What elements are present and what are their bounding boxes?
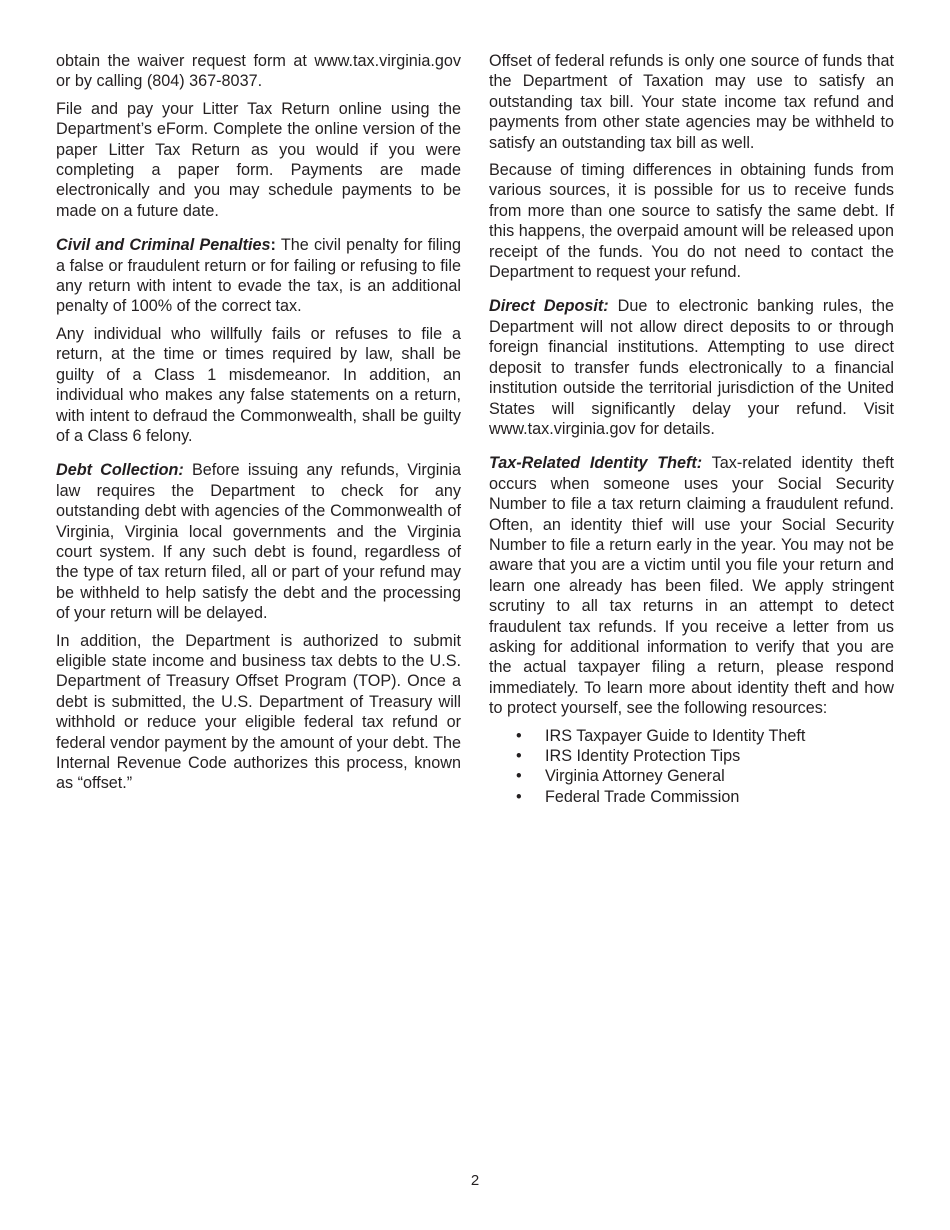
- civil-penalties-heading: Civil and Criminal Penalties: [56, 236, 271, 255]
- bullet-icon: •: [516, 726, 522, 745]
- list-item: [489, 726, 894, 746]
- waiver-paragraph: obtain the waiver request form at www.tax.virginia.gov or by calling (804) 367-8037.: [56, 52, 461, 91]
- direct-deposit-text: Due to electronic banking rules, the Department will not allow direct deposits to or through foreign financial institutions. Attempting to use direct deposit to transfer funds electronically to a financial institution outside the territorial jurisdiction of the United States will significantly delay your refund. Visit www.tax.virginia.gov for details.: [489, 297, 894, 438]
- debt-collection-text: Before issuing any refunds, Virginia law requires the Department to check for any outstanding debt with agencies of the Commonwealth of Virginia, Virginia local governments and the Virginia court system. If any such debt is found, regardless of the type of tax return filed, all or part of your refund may be withheld to help satisfy the debt and the processing of your return will be delayed.: [56, 461, 461, 623]
- identity-theft-heading: Tax-Related Identity Theft:: [489, 454, 703, 473]
- bullet-icon: •: [516, 787, 522, 806]
- resource-label: Federal Trade Commission: [545, 787, 740, 806]
- identity-theft-text: Tax-related identity theft occurs when someone uses your Social Security Number to file a tax return claiming a fraudulent refund. Often, an identity thief will use your Social Security Number to file a return early in the year. You may not be aware that you are a victim until you file your return and learn one already has been filed. We apply stringent scrutiny to all tax returns in an attempt to detect fraudulent tax refunds. If you receive a letter from us asking for additional information to verify that you are the actual taxpayer filing a return, please respond immediately. To learn more about identity theft and how to protect yourself, see the following resources:: [489, 454, 894, 718]
- list-item: [489, 746, 894, 766]
- civil-penalties-colon: :: [270, 236, 276, 255]
- civil-penalties-text: The civil penalty for filing a false or fraudulent return or for failing or refusing to file any return with intent to evade the tax, is an additional penalty of 100% of the correct tax.: [56, 236, 461, 316]
- direct-deposit-heading: Direct Deposit:: [489, 297, 609, 316]
- resource-label: IRS Identity Protection Tips: [545, 747, 741, 765]
- right-column: [489, 51, 894, 807]
- civil-penalties-paragraph: [56, 235, 461, 317]
- bullet-icon: •: [516, 767, 522, 786]
- list-item: [489, 766, 894, 786]
- identity-theft-paragraph: [489, 453, 894, 718]
- resource-label: IRS Taxpayer Guide to Identity Theft: [545, 726, 806, 745]
- debt-collection-paragraph: [56, 460, 461, 623]
- left-column: [56, 51, 461, 801]
- bullet-icon: •: [516, 747, 522, 765]
- resources-list: [489, 726, 894, 808]
- eform-paragraph: File and pay your Litter Tax Return online using the Department’s eForm. Complete the online version of the paper Litter Tax Return as you would if you were completing a paper form. Payments are made electronically and you may schedule payments to be made on a future date.: [56, 99, 461, 220]
- page-number: 2: [470, 1172, 480, 1189]
- resource-label: Virginia Attorney General: [545, 767, 725, 786]
- timing-paragraph: Because of timing differences in obtaining funds from various sources, it is possible for us to receive funds from more than one source to satisfy the same debt. If this happens, the overpaid amount will be released upon receipt of the funds. You do not need to contact the Department to request your refund.: [489, 161, 894, 282]
- offset-program-paragraph: In addition, the Department is authorized to submit eligible state income and business tax debts to the U.S. Department of Treasury Offset Program (TOP). Once a debt is submitted, the U.S. Department of Treasury will withhold or reduce your eligible federal tax refund or federal vendor payment by the amount of your debt. The Internal Revenue Code authorizes this process, known as “offset.”: [56, 631, 461, 793]
- direct-deposit-paragraph: [489, 296, 894, 439]
- offset-sources-paragraph: Offset of federal refunds is only one source of funds that the Department of Taxation may use to satisfy an outstanding tax bill. Your state income tax refund and payments from other state agencies may be withheld to satisfy an outstanding tax bill as well.: [489, 52, 894, 152]
- list-item: [489, 787, 894, 807]
- debt-collection-heading: Debt Collection:: [56, 461, 184, 480]
- misdemeanor-paragraph: Any individual who willfully fails or refuses to file a return, at the time or times required by law, shall be guilty of a Class 1 misdemeanor. In addition, an individual who makes any false statements on a return, with intent to defraud the Commonwealth, shall be guilty of a Class 6 felony.: [56, 324, 461, 445]
